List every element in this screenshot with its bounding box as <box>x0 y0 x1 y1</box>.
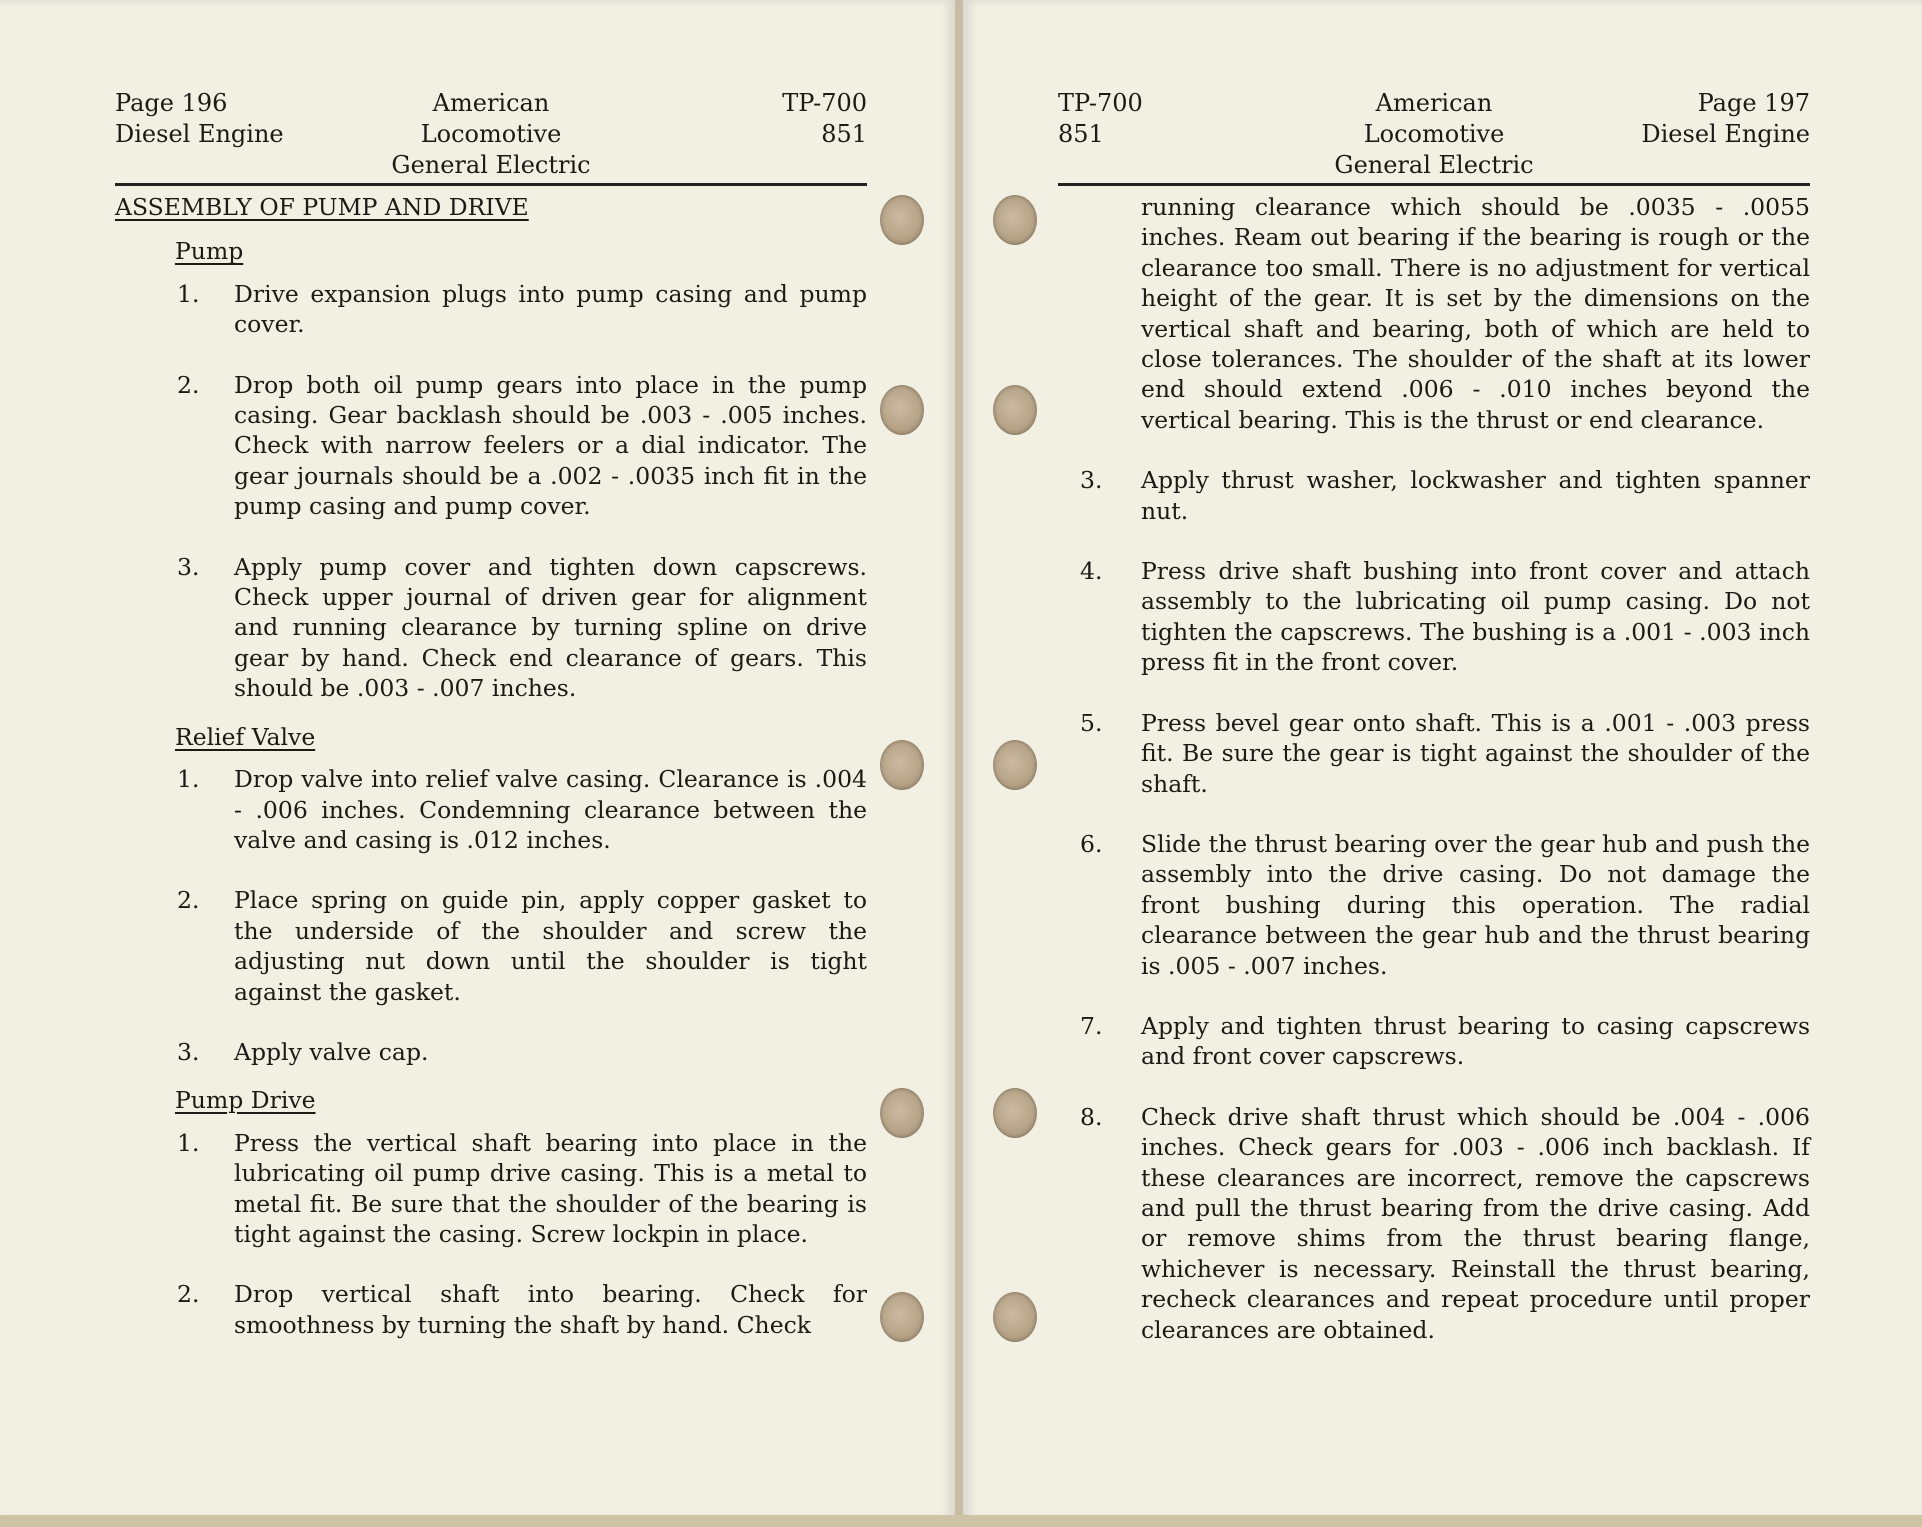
list-item <box>115 279 867 340</box>
right-page-content <box>1058 192 1810 1375</box>
binder-hole <box>993 195 1037 245</box>
left-page-content <box>115 192 867 1370</box>
list-item <box>1058 708 1810 799</box>
item-number: 6. <box>1080 829 1103 858</box>
header-col-right <box>1559 88 1810 181</box>
page-number: Page 196 <box>115 89 228 117</box>
item-number: 2. <box>177 886 200 915</box>
header-doc-code: TP-700 <box>782 89 867 117</box>
list-item <box>115 552 867 704</box>
subheading-pump-drive: Pump Drive <box>175 1086 316 1115</box>
item-number: 7. <box>1080 1011 1103 1040</box>
book-gutter <box>955 0 963 1527</box>
continued-paragraph: running clearance which should be .0035 - .0055 inches. Ream out bearing if the bearing is rough or the clearance too small. There is no adjustment for vertical height of the gear. It is set by the dimensions on the vertical shaft and bearing, both of which are held to close tolerances. The shoulder of the shaft at its lower end should extend .006 - .010 inches beyond the vertical bearing. This is the thrust or end clearance. <box>1141 193 1810 434</box>
header-subject: Diesel Engine <box>1641 120 1810 148</box>
item-number: 1. <box>177 279 200 308</box>
header-col-center <box>366 88 617 181</box>
binder-hole <box>993 740 1037 790</box>
list-item <box>115 1279 867 1340</box>
binder-hole <box>880 385 924 435</box>
list-item <box>115 1128 867 1250</box>
header-company-2: General Electric <box>391 151 591 179</box>
item-number: 3. <box>177 552 200 581</box>
list-item <box>115 885 867 1007</box>
header-col-center <box>1309 88 1560 181</box>
page-number: Page 197 <box>1697 89 1810 117</box>
binder-hole <box>993 1088 1037 1138</box>
header-col-right <box>616 88 867 181</box>
binder-hole <box>993 385 1037 435</box>
binder-hole <box>993 1292 1037 1342</box>
binder-hole <box>880 1088 924 1138</box>
item-text: Slide the thrust bearing over the gear hub and push the assembly into the drive casing. Do not damage the front bushing during this operation. The radial clearance between the gear hub and the thrust bearing is .005 - .007 inches. <box>1141 829 1810 980</box>
header-company-2: General Electric <box>1334 151 1534 179</box>
item-text: Drop both oil pump gears into place in the pump casing. Gear backlash should be .003 - .005 inches. Check with narrow feelers or a dial indicator. The gear journals should be a .002 - .0035 inch fit in the pump casing and pump cover. <box>234 370 867 521</box>
header-company: American Locomotive <box>420 89 562 148</box>
header-company: American Locomotive <box>1363 89 1505 148</box>
binder-hole <box>880 1292 924 1342</box>
right-page <box>963 0 1922 1520</box>
list-item <box>1058 829 1810 981</box>
header-doc-code: TP-700 <box>1058 89 1143 117</box>
item-number: 1. <box>177 765 200 794</box>
item-number: 5. <box>1080 708 1103 737</box>
item-text: Drop vertical shaft into bearing. Check for smoothness by turning the shaft by hand. Check <box>234 1280 867 1339</box>
list-item <box>1058 1102 1810 1345</box>
list-item <box>115 1037 867 1067</box>
item-text: Apply valve cap. <box>234 1037 429 1066</box>
list-item <box>115 764 867 855</box>
section-title: ASSEMBLY OF PUMP AND DRIVE <box>115 193 529 221</box>
list-item <box>1058 556 1810 678</box>
list-item <box>115 370 867 522</box>
list-item <box>1058 465 1810 526</box>
item-number: 4. <box>1080 557 1103 586</box>
subheading-relief-valve: Relief Valve <box>175 722 316 751</box>
header-subject: Diesel Engine <box>115 120 284 148</box>
item-text: Apply thrust washer, lockwasher and tighten spanner nut. <box>1141 466 1810 525</box>
item-text: Press the vertical shaft bearing into place in the lubricating oil pump drive casing. This is a metal to metal fit. Be sure that the shoulder of the bearing is tight against the casing. Screw lockpin in place. <box>234 1128 867 1248</box>
item-number: 3. <box>177 1037 200 1066</box>
item-text: Drive expansion plugs into pump casing and pump cover. <box>234 279 867 339</box>
page-bottom-edge <box>0 1515 1922 1527</box>
binder-hole <box>880 195 924 245</box>
item-text: Place spring on guide pin, apply copper gasket to the underside of the shoulder and screw the adjusting nut down until the shoulder is tight against the gasket. <box>234 886 867 1006</box>
item-text: Apply and tighten thrust bearing to casing capscrews and front cover capscrews. <box>1141 1011 1810 1071</box>
subheading-pump: Pump <box>175 237 244 266</box>
item-text: Apply pump cover and tighten down capscrews. Check upper journal of driven gear for alignment and running clearance by turning spline on drive gear by hand. Check end clearance of gears. This should be .003 - .007 inches. <box>234 552 867 703</box>
right-page-header <box>1058 88 1810 186</box>
item-text: Drop valve into relief valve casing. Clearance is .004 - .006 inches. Condemning clearance between the valve and casing is .012 inches. <box>234 765 867 854</box>
item-number: 2. <box>177 1280 200 1309</box>
item-number: 1. <box>177 1128 200 1157</box>
left-page-header <box>115 88 867 186</box>
header-doc-number: 851 <box>1058 120 1104 148</box>
binder-hole <box>880 740 924 790</box>
item-text: Press bevel gear onto shaft. This is a .001 - .003 press fit. Be sure the gear is tight against the shoulder of the shaft. <box>1141 708 1810 798</box>
header-col-left <box>115 88 366 181</box>
header-doc-number: 851 <box>821 120 867 148</box>
item-number: 3. <box>1080 466 1103 495</box>
item-number: 8. <box>1080 1102 1103 1131</box>
left-page <box>0 0 955 1520</box>
header-col-left <box>1058 88 1309 181</box>
list-item <box>1058 1011 1810 1072</box>
item-number: 2. <box>177 370 200 399</box>
item-text: Check drive shaft thrust which should be .004 - .006 inches. Check gears for .003 - .006 inch backlash. If these clearances are incorrect, remove the capscrews and pull the thrust bearing from the drive casing. Add or remove shims from the thrust bearing flange, whichever is necessary. Reinstall the thrust bearing, recheck clearances and repeat procedure until proper clearances are obtained. <box>1141 1102 1810 1344</box>
item-text: Press drive shaft bushing into front cover and attach assembly to the lubricating oil pump casing. Do not tighten the capscrews. The bushing is a .001 - .003 inch press fit in the front cover. <box>1141 557 1810 677</box>
